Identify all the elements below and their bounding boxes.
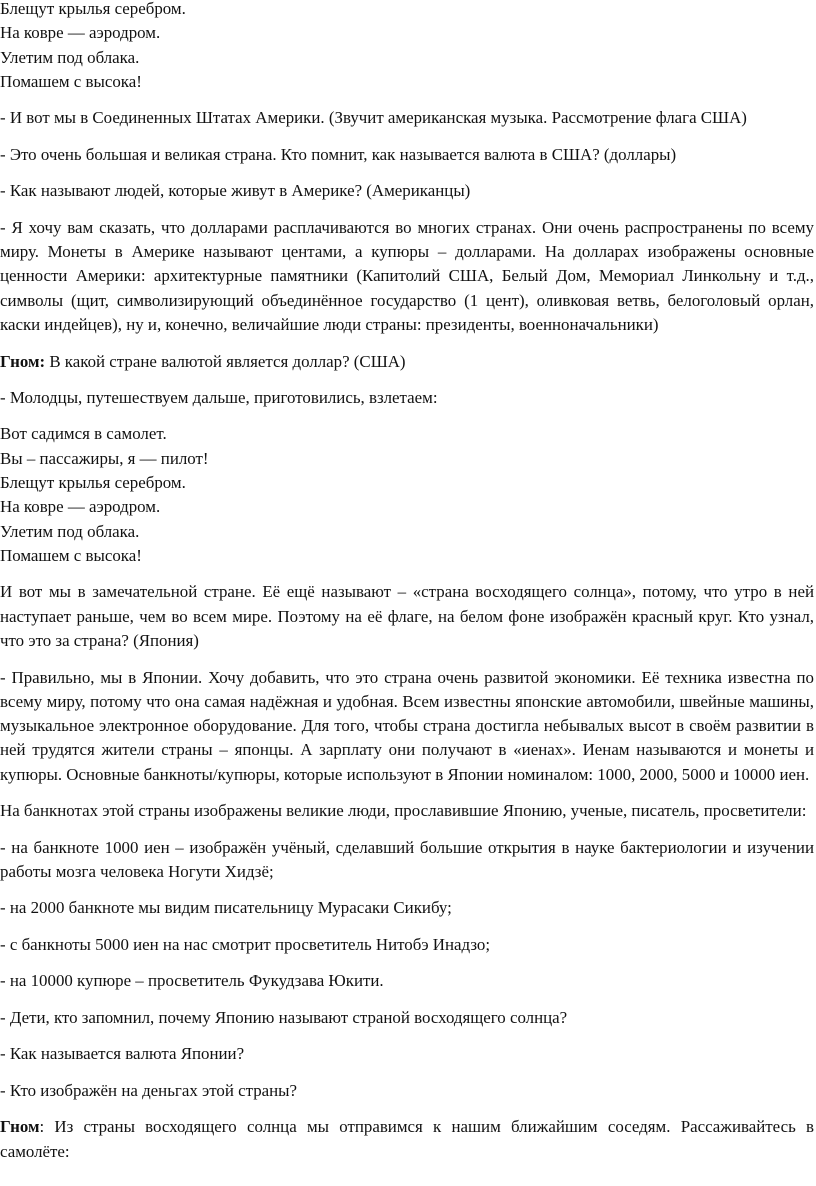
paragraph-banknote-10000: - на 10000 купюре – просветитель Фукудзава Юкити. bbox=[0, 971, 384, 991]
verse-line: Блещут крылья серебром. bbox=[0, 473, 186, 493]
speaker-text: : Из страны восходящего солнца мы отправимся к нашим ближайшим соседям. Рассаживайтесь в самолёте: bbox=[0, 1117, 814, 1161]
paragraph-usa-people-question: - Как называют людей, которые живут в Америке? (Американцы) bbox=[0, 181, 471, 201]
speaker-text: В какой стране валютой является доллар? (США) bbox=[45, 351, 406, 371]
verse-line: Вы – пассажиры, я — пилот! bbox=[0, 448, 209, 468]
paragraph-banknote-2000: - на 2000 банкноте мы видим писательницу Мурасаки Сикибу; bbox=[0, 898, 452, 918]
paragraph-question-portraits: - Кто изображён на деньгах этой страны? bbox=[0, 1080, 298, 1100]
paragraph-usa-currency-question: - Это очень большая и великая страна. Кто помнит, как называется валюта в США? (доллары) bbox=[0, 144, 677, 164]
verse-line: На ковре — аэродром. bbox=[0, 23, 161, 43]
paragraph-japan-economy: - Правильно, мы в Японии. Хочу добавить, что это страна очень развитой экономики. Её техника известна по всему миру, потому что она самая надёжная и удобная. Всем известны японские автомобили, швейные машины, музыкальное электронное оборудование. Для того, чтобы страна достигла небывалых высот в своём развитии в ней трудятся жители страны – японцы. А зарплату они получают в «иенах». Иенам называются и монеты и купюры. Основные банкноты/купюры, которые используют в Японии номиналом: 1000, 2000, 5000 и 10000 иен. bbox=[0, 667, 814, 784]
verse-line: Помашем с высока! bbox=[0, 545, 142, 565]
paragraph-gnome-question bbox=[0, 350, 814, 374]
paragraph-question-rising-sun: - Дети, кто запомнил, почему Японию называют страной восходящего солнца? bbox=[0, 1007, 568, 1027]
paragraph-gnome-next-trip bbox=[0, 1115, 814, 1164]
paragraph-dollar-description: - Я хочу вам сказать, что долларами расплачиваются во многих странах. Они очень распространены по всему миру. Монеты в Америке называют центами, а купюры – долларами. На долларах изображены основные ценности Америки: архитектурные памятники (Капитолий США, Белый Дом, Мемориал Линкольну и т.д., символы (щит, символизирующий объединённое государство (1 цент), оливковая ветвь, белоголовый орлан, каски индейцев), ну и, конечно, величайшие люди страны: президенты, военноначальники) bbox=[0, 217, 814, 335]
verse-line: Помашем с высока! bbox=[0, 71, 142, 91]
verse-line: Улетим под облака. bbox=[0, 521, 140, 541]
paragraph-banknotes-intro: На банкнотах этой страны изображены великие люди, прославившие Японию, ученые, писатель, просветители: bbox=[0, 801, 807, 821]
paragraph-japan-intro: И вот мы в замечательной стране. Её ещё называют – «страна восходящего солнца», потому, что утро в ней наступает раньше, чем во всем мире. Поэтому на её флаге, на белом фоне изображён красный круг. Кто узнал, что это за страна? (Япония) bbox=[0, 582, 814, 651]
speaker-label: Гном bbox=[0, 1117, 40, 1137]
paragraph-banknote-5000: - с банкноты 5000 иен на нас смотрит просветитель Нитобэ Инадзо; bbox=[0, 934, 491, 954]
speaker-label: Гном: bbox=[0, 351, 46, 371]
paragraph-usa-intro: - И вот мы в Соединенных Штатах Америки. (Звучит американская музыка. Рассмотрение флага США) bbox=[0, 108, 747, 128]
paragraph-takeoff: - Молодцы, путешествуем дальше, приготовились, взлетаем: bbox=[0, 387, 438, 407]
verse-line: Вот садимся в самолет. bbox=[0, 424, 167, 444]
verse-line: На ковре — аэродром. bbox=[0, 497, 161, 517]
verse-line: Улетим под облака. bbox=[0, 47, 140, 67]
paragraph-banknote-1000: - на банкноте 1000 иен – изображён учёный, сделавший большие открытия в науке бактериологии и изучении работы мозга человека Ногути Хидзё; bbox=[0, 837, 814, 881]
verse-block-1 bbox=[0, 0, 814, 94]
verse-block-2 bbox=[0, 422, 814, 568]
verse-line: Блещут крылья серебром. bbox=[0, 0, 186, 18]
paragraph-question-currency: - Как называется валюта Японии? bbox=[0, 1044, 245, 1064]
